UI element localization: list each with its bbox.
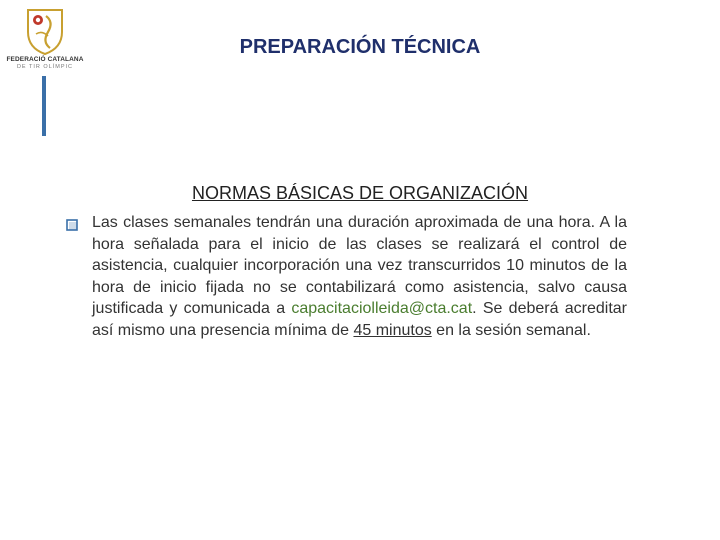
- accent-bar: [42, 76, 46, 136]
- logo-name: FEDERACIÓ CATALANA: [6, 56, 84, 63]
- minimum-presence: 45 minutos: [353, 321, 432, 339]
- logo-emblem-icon: [6, 4, 84, 56]
- paragraph-text-3: en la sesión semanal.: [431, 321, 591, 339]
- rules-paragraph: [92, 212, 627, 341]
- section-heading: NORMAS BÁSICAS DE ORGANIZACIÓN: [191, 183, 529, 203]
- paragraph-text-2: . Se deberá acreditar así mismo una presencia mínima de: [92, 300, 627, 339]
- logo-subtitle: DE TIR OLÍMPIC: [16, 64, 74, 70]
- email-link[interactable]: capacitaciolleida@cta.cat: [291, 300, 473, 317]
- checkbox-bullet-icon: [66, 219, 78, 231]
- paragraph-text-1: Las clases semanales tendrán una duración aproximada de una hora. A la hora señalada para el inicio de las clases se realizará el control de asistencia, cualquier incorporación una vez transcurridos 10 minutos de la hora de inicio fijada no se contabilizará como asistencia, salvo causa justificada y comunicada a: [92, 214, 627, 317]
- federation-logo: [6, 4, 84, 74]
- page-title: PREPARACIÓN TÉCNICA: [239, 36, 481, 58]
